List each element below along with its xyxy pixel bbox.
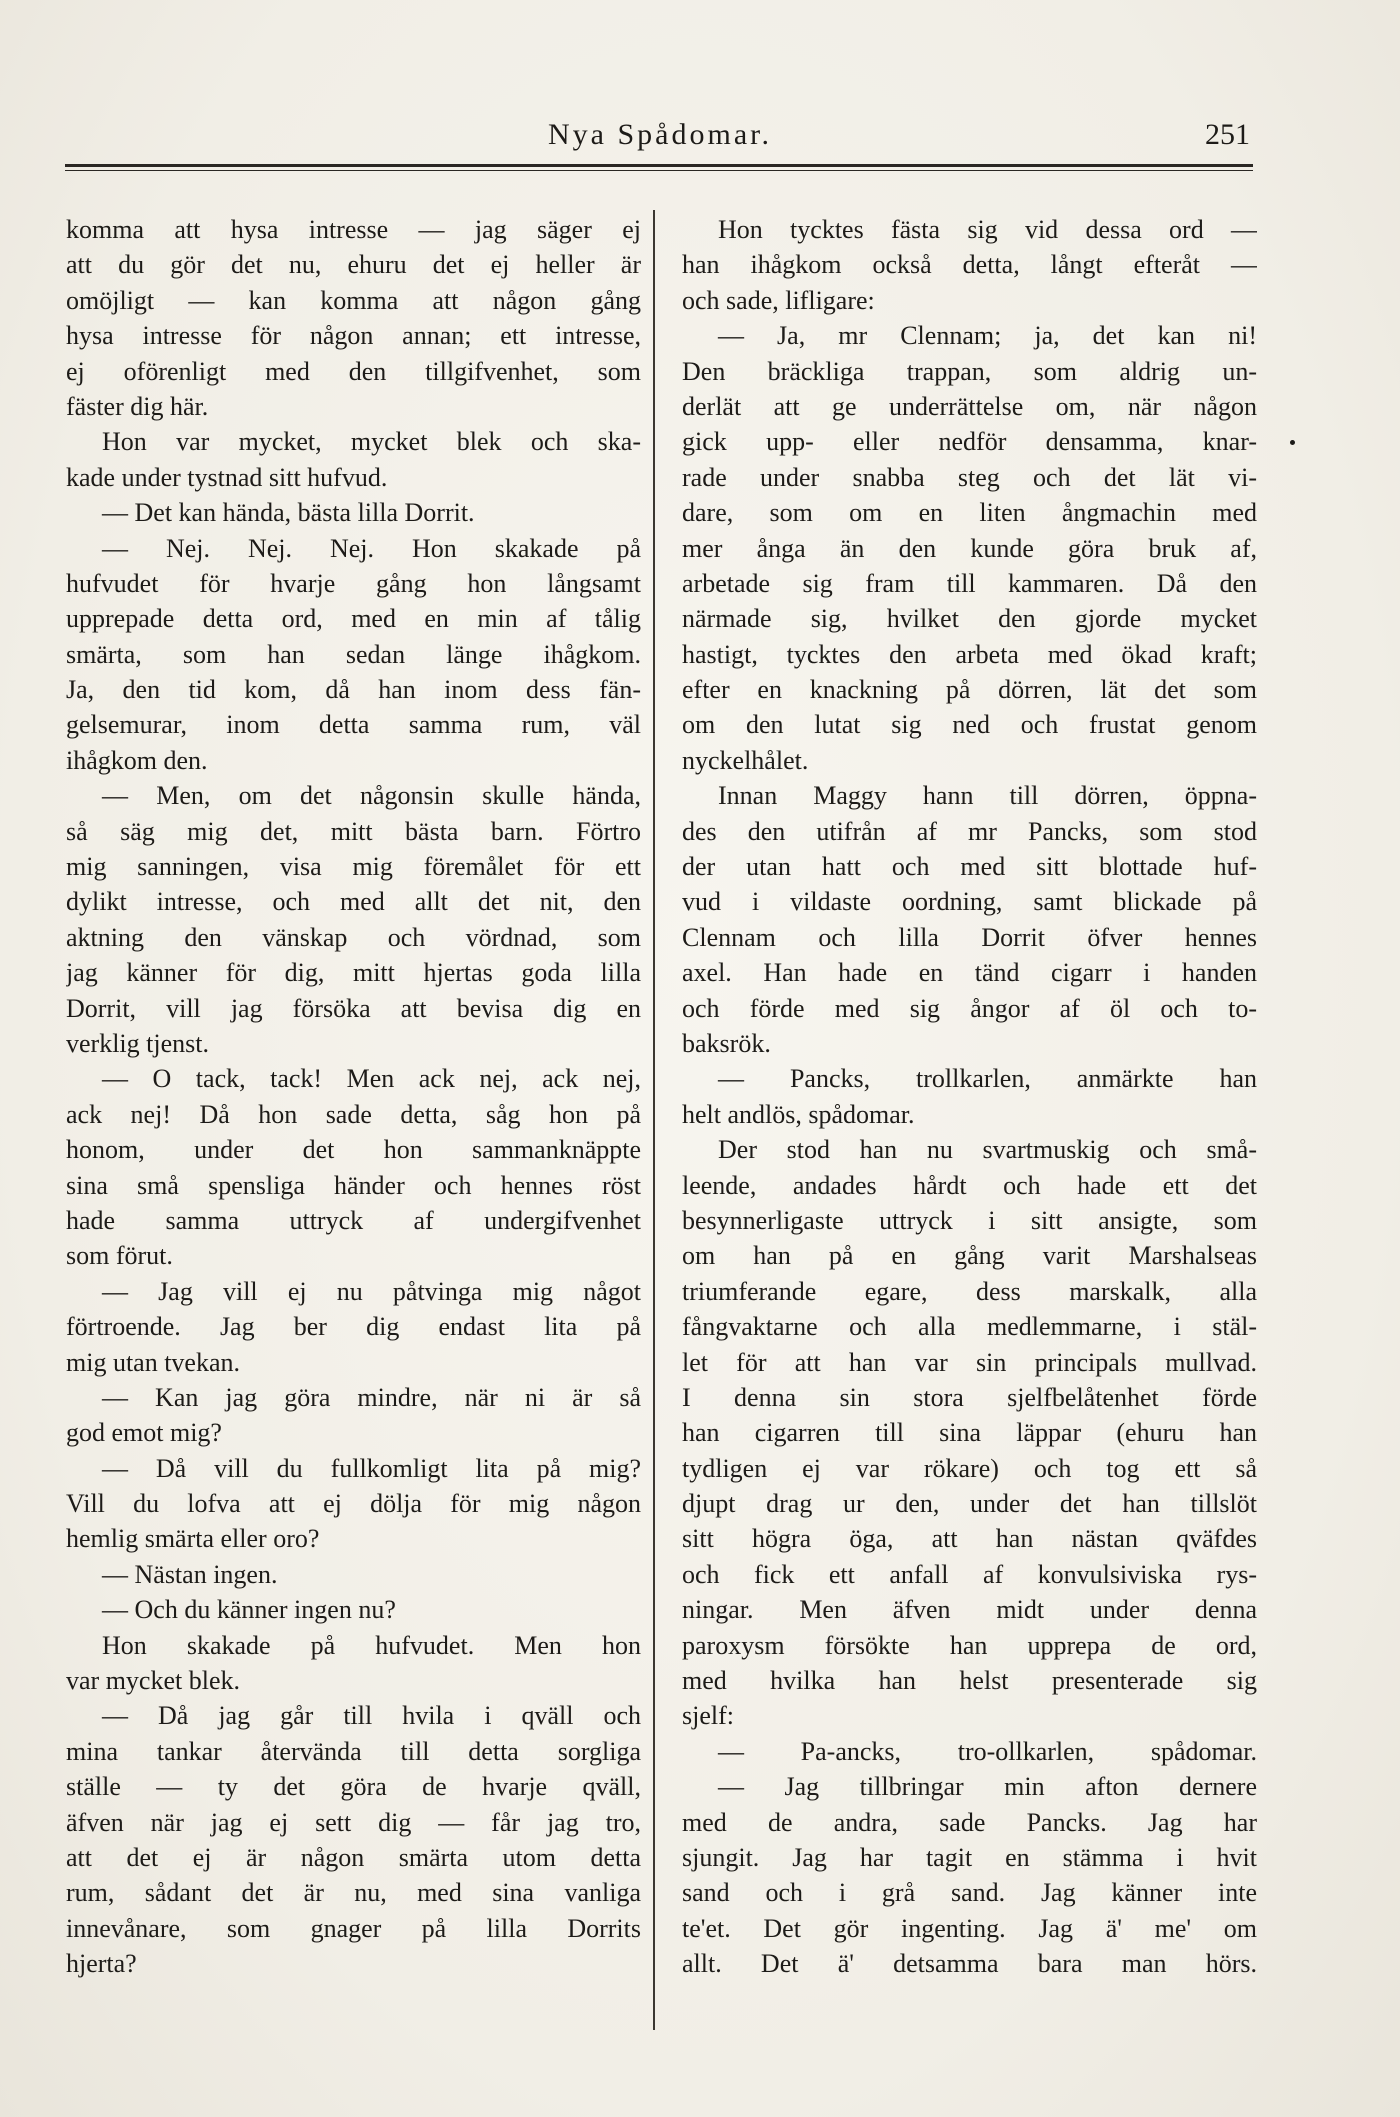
text-line: tydligen ej var rökare) och tog ett så	[682, 1453, 1257, 1483]
text-line: mina tankar återvända till detta sorgliga	[66, 1736, 641, 1766]
text-line: let för att han var sin principals mullvad.	[682, 1347, 1257, 1377]
text-line: besynnerligaste uttryck i sitt ansigte, som	[682, 1205, 1257, 1235]
text-line: fångvaktarne och alla medlemmarne, i stäl-	[682, 1312, 1257, 1342]
text-line: rum, sådant det är nu, med sina vanliga	[66, 1878, 641, 1908]
text-line: kade under tystnad sitt hufvud.	[66, 462, 388, 492]
text-line: Vill du lofva att ej dölja för mig någon	[66, 1489, 641, 1519]
text-line: ihågkom den.	[66, 745, 208, 775]
text-line: sand och i grå sand. Jag känner inte	[682, 1878, 1257, 1908]
text-line: sina små spensliga händer och hennes röst	[66, 1170, 641, 1200]
text-line: om han på en gång varit Marshalseas	[682, 1241, 1257, 1271]
text-line: Hon var mycket, mycket blek och ska-	[102, 427, 641, 457]
text-line: mig utan tvekan.	[66, 1347, 241, 1377]
text-line: — Nästan ingen.	[102, 1559, 278, 1589]
text-line: triumferande egare, dess marskalk, alla	[682, 1276, 1257, 1306]
text-line: — Kan jag göra mindre, när ni är så	[102, 1382, 641, 1412]
text-line: dylikt intresse, och med allt det nit, den	[66, 887, 641, 917]
text-line: des den utifrån af mr Pancks, som stod	[682, 816, 1257, 846]
text-line: om den lutat sig ned och frustat genom	[682, 710, 1257, 740]
text-line: — O tack, tack! Men ack nej, ack nej,	[102, 1064, 641, 1094]
text-line: aktning den vänskap och vördnad, som	[66, 922, 641, 952]
text-line: var mycket blek.	[66, 1666, 240, 1696]
text-line: vud i vildaste oordning, samt blickade på	[682, 887, 1257, 917]
text-line: närmade sig, hvilket den gjorde mycket	[682, 604, 1257, 634]
text-line: med de andra, sade Pancks. Jag har	[682, 1807, 1257, 1837]
text-line: — Nej. Nej. Nej. Hon skakade på	[102, 533, 641, 563]
text-line: omöjligt — kan komma att någon gång	[66, 285, 641, 315]
text-line: komma att hysa intresse — jag säger ej	[66, 215, 641, 244]
text-line: han cigarren till sina läppar (ehuru han	[682, 1418, 1257, 1448]
text-line: gick upp- eller nedför densamma, knar-	[682, 427, 1257, 457]
text-line: — Pa-ancks, tro-ollkarlen, spådomar.	[718, 1736, 1257, 1766]
text-line: te'et. Det gör ingenting. Jag ä' me' om	[682, 1913, 1257, 1943]
text-line: arbetade sig fram till kammaren. Då den	[682, 568, 1257, 598]
text-line: hade samma uttryck af undergifvenhet	[66, 1205, 641, 1235]
text-line: att det ej är någon smärta utom detta	[66, 1842, 641, 1872]
text-line: äfven när jag ej sett dig — får jag tro,	[66, 1807, 641, 1837]
text-line: derlät att ge underrättelse om, när någon	[682, 391, 1257, 421]
text-line: hufvudet för hvarje gång hon långsamt	[66, 568, 641, 598]
text-line: — Jag tillbringar min afton dernere	[718, 1772, 1257, 1802]
text-line: axel. Han hade en tänd cigarr i handen	[682, 958, 1257, 988]
text-line: Innan Maggy hann till dörren, öppna-	[718, 781, 1257, 811]
text-line: rade under snabba steg och det lät vi-	[682, 462, 1257, 492]
text-line: baksrök.	[682, 1028, 771, 1058]
text-line: mer ånga än den kunde göra bruk af,	[682, 533, 1257, 563]
text-line: och förde med sig ångor af öl och to-	[682, 993, 1257, 1023]
text-line: fäster dig här.	[66, 391, 209, 421]
text-line: ningar. Men äfven midt under denna	[682, 1595, 1257, 1625]
text-line: Ja, den tid kom, då han inom dess fän-	[66, 675, 641, 705]
running-title: Nya Spådomar.	[548, 118, 772, 151]
text-line: der utan hatt och med sitt blottade huf-	[682, 852, 1257, 882]
left-column	[66, 212, 641, 1982]
right-column	[682, 212, 1257, 1982]
text-line: verklig tjenst.	[66, 1028, 209, 1058]
text-line: helt andlös, spådomar.	[682, 1099, 915, 1129]
page-header	[70, 118, 1250, 158]
text-line: och sade, lifligare:	[682, 285, 875, 315]
text-line: honom, under det hon sammanknäppte	[66, 1135, 641, 1165]
text-line: Clennam och lilla Dorrit öfver hennes	[682, 922, 1257, 952]
text-line: Hon tycktes fästa sig vid dessa ord —	[718, 215, 1257, 244]
text-line: Hon skakade på hufvudet. Men hon	[102, 1630, 641, 1660]
text-line: I denna sin stora sjelfbelåtenhet förde	[682, 1382, 1257, 1412]
page-number: 251	[1205, 118, 1250, 151]
text-line: — Pancks, trollkarlen, anmärkte han	[718, 1064, 1257, 1094]
text-line: leende, andades hårdt och hade ett det	[682, 1170, 1257, 1200]
text-line: Den bräckliga trappan, som aldrig un-	[682, 356, 1257, 386]
text-line: att du gör det nu, ehuru det ej heller är	[66, 250, 641, 280]
text-line: nyckelhålet.	[682, 745, 809, 775]
text-line: som förut.	[66, 1241, 173, 1271]
text-line: han ihågkom också detta, långt efteråt —	[682, 250, 1257, 280]
text-line: — Och du känner ingen nu?	[102, 1595, 396, 1625]
text-line: innevånare, som gnager på lilla Dorrits	[66, 1913, 641, 1943]
text-line: allt. Det ä' detsamma bara man hörs.	[682, 1949, 1257, 1979]
text-line: gelsemurar, inom detta samma rum, väl	[66, 710, 641, 740]
text-line: Dorrit, vill jag försöka att bevisa dig en	[66, 993, 641, 1023]
text-line: och fick ett anfall af konvulsiviska rys-	[682, 1559, 1257, 1589]
text-line: mig sanningen, visa mig föremålet för ett	[66, 852, 641, 882]
text-line: med hvilka han helst presenterade sig	[682, 1666, 1257, 1696]
ink-speck	[1290, 440, 1295, 445]
text-line: så säg mig det, mitt bästa barn. Förtro	[66, 816, 641, 846]
header-rule-thick	[65, 164, 1253, 167]
text-line: hysa intresse för någon annan; ett intresse,	[66, 321, 641, 351]
text-line: — Ja, mr Clennam; ja, det kan ni!	[718, 321, 1257, 351]
text-line: efter en knackning på dörren, lät det som	[682, 675, 1257, 705]
text-line: hjerta?	[66, 1949, 137, 1979]
text-line: djupt drag ur den, under det han tillslöt	[682, 1489, 1257, 1519]
text-line: jag känner för dig, mitt hjertas goda lilla	[66, 958, 641, 988]
text-line: ack nej! Då hon sade detta, såg hon på	[66, 1099, 641, 1129]
text-line: — Då vill du fullkomligt lita på mig?	[102, 1453, 641, 1483]
column-divider	[653, 210, 655, 2030]
text-line: hastigt, tycktes den arbeta med ökad kraft;	[682, 639, 1257, 669]
text-line: paroxysm försökte han upprepa de ord,	[682, 1630, 1257, 1660]
text-line: Der stod han nu svartmuskig och små-	[718, 1135, 1257, 1165]
text-line: sjelf:	[682, 1701, 734, 1731]
text-line: sjungit. Jag har tagit en stämma i hvit	[682, 1842, 1257, 1872]
text-line: — Men, om det någonsin skulle hända,	[102, 781, 641, 811]
text-line: hemlig smärta eller oro?	[66, 1524, 320, 1554]
text-line: god emot mig?	[66, 1418, 222, 1448]
text-line: förtroende. Jag ber dig endast lita på	[66, 1312, 641, 1342]
text-line: dare, som om en liten ångmachin med	[682, 498, 1257, 528]
text-line: — Då jag går till hvila i qväll och	[102, 1701, 641, 1731]
text-line: ej oförenligt med den tillgifvenhet, som	[66, 356, 641, 386]
text-line: ställe — ty det göra de hvarje qväll,	[66, 1772, 641, 1802]
text-line: — Det kan hända, bästa lilla Dorrit.	[102, 498, 475, 528]
text-line: upprepade detta ord, med en min af tålig	[66, 604, 641, 634]
text-line: sitt högra öga, att han nästan qväfdes	[682, 1524, 1257, 1554]
text-line: smärta, som han sedan länge ihågkom.	[66, 639, 641, 669]
header-rule-thin	[65, 170, 1253, 171]
text-line: — Jag vill ej nu påtvinga mig något	[102, 1276, 641, 1306]
